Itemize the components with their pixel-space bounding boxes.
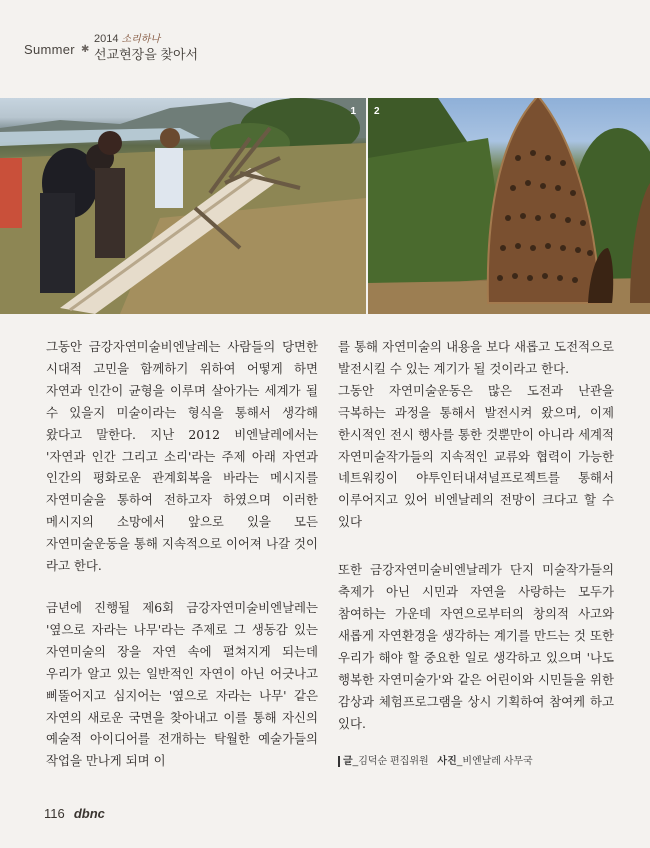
photo-number-2: 2 bbox=[374, 106, 380, 117]
asterisk-icon: ✱ bbox=[81, 44, 90, 55]
photo-label: 사진 bbox=[437, 756, 457, 767]
writer-name: 김덕순 편집위원 bbox=[358, 756, 429, 767]
article-paragraph: 금년에 진행될 제6회 금강자연미술비엔날레는 '옆으로 자라는 나무'라는 주제로 그 생동감 있는 자연미술의 장을 자연 속에 펼쳐지게 되는데 우리가 알고 있는 일반적인 자연이 아닌 어긋나고 삐뚤어지고 심지어는 '옆으로 자라는 나무' 같은 자연의 새로운 국면을 찾아내고 이를 통해 자신의 예술적 아이디어를 전개하는 탁월한 예술가들의 작업을 만나게 되며 이 bbox=[46, 599, 318, 769]
magazine-brand: 소리하나 bbox=[121, 34, 161, 45]
photo-1 bbox=[0, 98, 366, 314]
photo-number-1: 1 bbox=[350, 106, 356, 117]
page-footer bbox=[44, 803, 105, 822]
photo-art-installation-lakeside-icon bbox=[0, 98, 366, 314]
page-header bbox=[20, 14, 620, 74]
article-credit: 글_김덕순 편집위원 사진_비엔날레 사무국 bbox=[338, 752, 533, 767]
section-title: 선교현장을 찾아서 bbox=[94, 47, 199, 62]
article-paragraph: 또한 금강자연미술비엔날레가 단지 미술작가들의 축제가 아닌 시민과 자연을 사랑하는 모두가 참여하는 가운데 자연으로부터의 창의적 사고와 새롭게 자연환경을 생각하는 계기를 만드는 것 또한 우리가 해야 할 중요한 일로 생각하고 있으며 '나도 행복한 자연미술가'와 같은 어린이와 시민들을 위한 감상과 체험프로그램을 상시 기획하여 참여케 하고 있다. bbox=[338, 562, 614, 731]
article-column-left bbox=[46, 336, 318, 792]
writer-label: 글 bbox=[338, 756, 353, 767]
photo-2 bbox=[368, 98, 650, 314]
season-label: Summer bbox=[24, 42, 75, 57]
page-number: 116 bbox=[44, 806, 65, 821]
magazine-logo: dbnc bbox=[73, 806, 105, 821]
article-paragraph: 그동안 자연미술운동은 많은 도전과 난관을 극복하는 과정을 통해서 발전시켜 왔으며, 이제 한시적인 전시 행사를 통한 것뿐만이 아니라 세계적 자연미술작가들의 지속적인 교류와 협력이 가능한 네트워킹이 야투인터내셔널프로젝트를 통해서 이루어지고 있어 비엔날레의 전망이 크다고 할 수 있다 bbox=[338, 382, 614, 530]
article-paragraph: 그동안 금강자연미술비엔날레는 사람들의 당면한 시대적 고민을 함께하기 위하여 어떻게 하면 자연과 인간이 균형을 이루며 살아가는 세계가 될 수 있을지 미술이라는 형식을 통해서 생각해 왔다고 말한다. 지난 2012 비엔날레에서는 '자연과 인간 그리고 소리'라는 주제 아래 자연과 인간의 평화로운 관계회복을 바라는 메시지를 자연미술을 통하여 전하고자 하였으며 이러한 메시지의 소망에서 앞으로 있을 모든 자연미술운동을 통해 지속적으로 이어져 나갈 것이 라고 한다. bbox=[46, 339, 318, 574]
article-column-right bbox=[338, 336, 614, 754]
article-paragraph: 를 통해 자연미술의 내용을 보다 새롭고 도전적으로 발전시킬 수 있는 계기가 될 것이라고 한다. bbox=[338, 339, 614, 376]
photo-beehive-sculpture-icon bbox=[368, 98, 650, 314]
issue-year: 2014 소리하나 bbox=[94, 33, 161, 45]
photo-source: 비엔날레 사무국 bbox=[462, 756, 533, 767]
